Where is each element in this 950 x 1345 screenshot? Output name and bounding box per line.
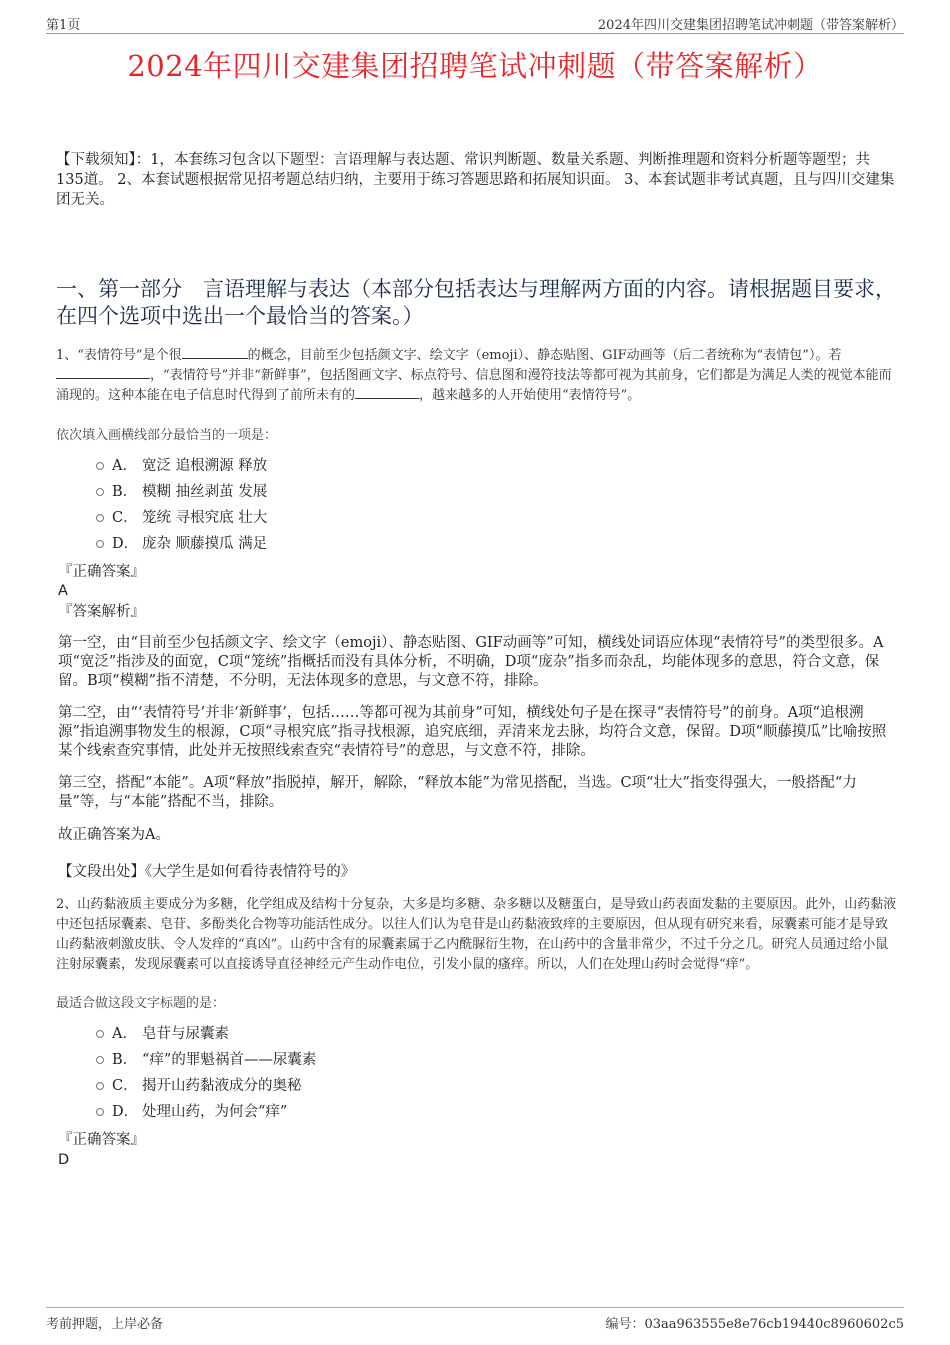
question-1-part-2: 的概念，目前至少包括颜文字、绘文字（emoji）、静态贴图、GIF动画等（后二者统称为“表情包”）。若: [247, 348, 842, 363]
question-2-prompt: 最适合做这段文字标题的是：: [56, 996, 226, 1011]
header-doc-title: 2024年四川交建集团招聘笔试冲刺题（带答案解析）: [597, 18, 904, 33]
option-letter: D．: [112, 536, 139, 552]
q1-option-b[interactable]: [96, 482, 267, 502]
radio-icon[interactable]: [96, 1056, 104, 1064]
option-letter: B．: [112, 484, 138, 500]
question-1-prompt: 依次填入画横线部分最恰当的一项是：: [56, 428, 278, 443]
option-text: 庞杂 顺藤摸瓜 满足: [142, 536, 268, 552]
download-notice: 【下载须知】：1，本套练习包含以下题型：言语理解与表达题、常识判断题、数量关系题、判断推理题和资料分析题等题型；共135道。 2、本套试题根据常见招考题总结归纳，主要用于练习答题思路和拓展知识面。 3、本套试题非考试真题，且与四川交建集团无关。: [56, 152, 895, 208]
q1-analysis-para-2: 第二空，由“‘表情符号’并非‘新鲜事’，包括……等都可视为其前身”可知，横线处句子是在探寻“表情符号”的前身。A项“追根溯源”指追溯事物发生的根源，C项“寻根究底”指寻找根源，追究底细，弄清来龙去脉，均符合文意，保留。D项“顺藤摸瓜”比喻按照某个线索查究事情，此处并无按照线索查究“表情符号”的意思，与文意不符，排除。: [58, 705, 887, 759]
option-text: 宽泛 追根溯源 释放: [142, 458, 268, 474]
radio-icon[interactable]: [96, 462, 104, 470]
q1-option-c[interactable]: [96, 508, 267, 528]
question-1-part-3: ，“表情符号”并非“新鲜事”，包括图画文字、标点符号、信息图和漫符技法等都可视为其前身，它们都是为满足人类的视觉本能而涌现的。这种本能在电子信息时代得到了前所未有的: [56, 368, 892, 403]
section-heading: 一、第一部分 言语理解与表达（本部分包括表达与理解两方面的内容。请根据题目要求，在四个选项中选出一个最恰当的答案。）: [56, 277, 896, 328]
option-letter: C．: [112, 1078, 138, 1094]
blank-2: [56, 366, 150, 379]
q1-analysis-label: 『答案解析』: [58, 604, 145, 620]
question-1-text: [56, 346, 898, 406]
option-text: 笼统 寻根究底 壮大: [142, 510, 268, 526]
option-letter: D．: [112, 1104, 139, 1120]
footer-doc-id: 编号：03aa963555e8e76cb19440c8960602c5: [605, 1317, 904, 1332]
radio-icon[interactable]: [96, 1108, 104, 1116]
q1-analysis-para-1: 第一空，由“目前至少包括颜文字、绘文字（emoji）、静态贴图、GIF动画等”可知，横线处词语应体现“表情符号”的类型很多。A项“宽泛”指涉及的面宽，C项“笼统”指概括而没有具体分析，不明确，D项“庞杂”指多而杂乱，均能体现多的意思，符合文意，保留。B项“模糊”指不清楚，不分明，无法体现多的意思，与文意不符，排除。: [58, 635, 884, 689]
question-1-part-1: 1、“表情符号”是个很: [56, 348, 182, 363]
radio-icon[interactable]: [96, 1030, 104, 1038]
radio-icon[interactable]: [96, 540, 104, 548]
footer-slogan: 考前押题，上岸必备: [46, 1317, 164, 1332]
blank-1: [182, 346, 248, 359]
option-text: 模糊 抽丝剥茧 发展: [142, 484, 268, 500]
q1-answer-label: 『正确答案』: [58, 564, 145, 580]
option-text: 揭开山药黏液成分的奥秘: [142, 1078, 302, 1094]
q2-option-c[interactable]: [96, 1076, 302, 1096]
page-title: 2024年四川交建集团招聘笔试冲刺题（带答案解析）: [127, 49, 823, 83]
option-letter: A．: [112, 458, 137, 474]
q2-option-a[interactable]: [96, 1024, 229, 1044]
q2-option-d[interactable]: [96, 1102, 287, 1122]
option-text: “痒”的罪魁祸首——尿囊素: [142, 1052, 317, 1068]
header-page-number: 第1页: [46, 18, 81, 33]
radio-icon[interactable]: [96, 488, 104, 496]
q2-answer-label: 『正确答案』: [58, 1132, 145, 1148]
option-letter: A．: [112, 1026, 137, 1042]
question-2-text: 2、山药黏液质主要成分为多糖，化学组成及结构十分复杂，大多是均多糖、杂多糖以及糖蛋白，是导致山药表面发黏的主要原因。此外，山药黏液中还包括尿囊素、皂苷、多酚类化合物等功能活性成分。以往人们认为皂苷是山药黏液致痒的主要原因，但从现有研究来看，尿囊素可能才是导致山药黏液刺激皮肤、令人发痒的“真凶”。山药中含有的尿囊素属于乙内酰脲衍生物，在山药中的含量非常少，不过千分之几。研究人员通过给小鼠注射尿囊素，发现尿囊素可以直接诱导直径神经元产生动作电位，引发小鼠的瘙痒。所以，人们在处理山药时会觉得“痒”。: [56, 897, 897, 972]
header-divider: [46, 33, 904, 34]
footer-divider: [46, 1307, 904, 1308]
option-text: 皂苷与尿囊素: [142, 1026, 229, 1042]
q1-option-d[interactable]: [96, 534, 267, 554]
blank-3: [355, 386, 419, 399]
option-text: 处理山药，为何会“痒”: [142, 1104, 288, 1120]
option-letter: B．: [112, 1052, 138, 1068]
q1-analysis-conclusion: 故正确答案为A。: [58, 827, 170, 843]
radio-icon[interactable]: [96, 514, 104, 522]
option-letter: C．: [112, 510, 138, 526]
q1-source: 【文段出处】《大学生是如何看待表情符号的》: [58, 864, 356, 880]
q1-option-a[interactable]: [96, 456, 267, 476]
radio-icon[interactable]: [96, 1082, 104, 1090]
q2-answer: D: [58, 1152, 70, 1168]
question-1-part-4: ，越来越多的人开始使用“表情符号”。: [419, 388, 641, 403]
q1-analysis-para-3: 第三空，搭配“本能”。A项“释放”指脱掉，解开，解除，“释放本能”为常见搭配，当选。C项“壮大”指变得强大，一般搭配“力量”等，与“本能”搭配不当，排除。: [58, 775, 857, 810]
q2-option-b[interactable]: [96, 1050, 316, 1070]
q1-answer: A: [58, 583, 68, 599]
